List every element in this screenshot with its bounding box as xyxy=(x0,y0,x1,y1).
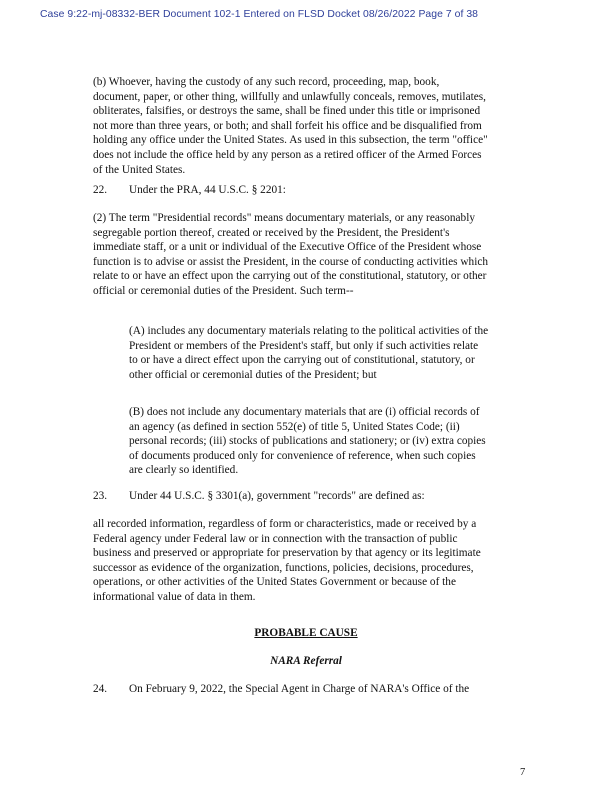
section-heading-probable-cause: PROBABLE CAUSE xyxy=(254,627,358,639)
paragraph-23-text: Under 44 U.S.C. § 3301(a), government "records" are defined as: xyxy=(129,490,425,502)
quote-records-definition: all recorded information, regardless of form or characteristics, made or received by a Federal agency under Federal law or in connection with the transaction of public business and preserved or appropriate for preservation by that agency or its legitimate successor as evidence of the organization, functions, policies, decisions, procedures, operations, or other activities of the United States Government or because of the informational value of data in them. xyxy=(93,518,481,603)
paragraph-number-23: 23. xyxy=(93,490,108,502)
quote-clause-b: (B) does not include any documentary materials that are (i) official records of an agency (as defined in section 552(e) of title 5, United States Code; (ii) personal records; (iii) stocks of publications and stationery; or (iv) extra copies of documents produced only for convenience of reference, when such copies are clearly so identified. xyxy=(129,406,486,477)
subheading-nara-referral: NARA Referral xyxy=(270,655,342,667)
paragraph-22-text: Under the PRA, 44 U.S.C. § 2201: xyxy=(129,184,286,196)
quote-subsection-b: (b) Whoever, having the custody of any such record, proceeding, map, book, document, paper, or other thing, willfully and unlawfully conceals, removes, mutilates, obliterates, falsifies, or destroys the same, shall be fined under this title or imprisoned not more than three years, or both; and shall forfeit his office and be disqualified from holding any office under the United States. As used in this subsection, the term "office" does not include the office held by any person as a retired officer of the Armed Forces of the United States. xyxy=(93,76,488,176)
quote-clause-a: (A) includes any documentary materials relating to the political activities of the President or members of the President's staff, but only if such activities relate to or have a direct effect upon the carrying out of constitutional, statutory, or other official or ceremonial duties of the President; but xyxy=(129,325,489,381)
docket-header: Case 9:22-mj-08332-BER Document 102-1 Entered on FLSD Docket 08/26/2022 Page 7 of 38 xyxy=(40,9,478,20)
paragraph-24-text: On February 9, 2022, the Special Agent in Charge of NARA's Office of the xyxy=(129,683,470,695)
paragraph-number-22: 22. xyxy=(93,184,108,196)
quote-presidential-records-definition: (2) The term "Presidential records" means documentary materials, or any reasonably segregable portion thereof, created or received by the President, the President's immediate staff, or a unit or individual of the Executive Office of the President whose function is to advise or assist the President, in the course of conducting activities which relate to or have an effect upon the carrying out of the constitutional, statutory, or other official or ceremonial duties of the President. Such term-- xyxy=(93,212,488,297)
page-number: 7 xyxy=(520,767,526,778)
paragraph-number-24: 24. xyxy=(93,683,108,695)
